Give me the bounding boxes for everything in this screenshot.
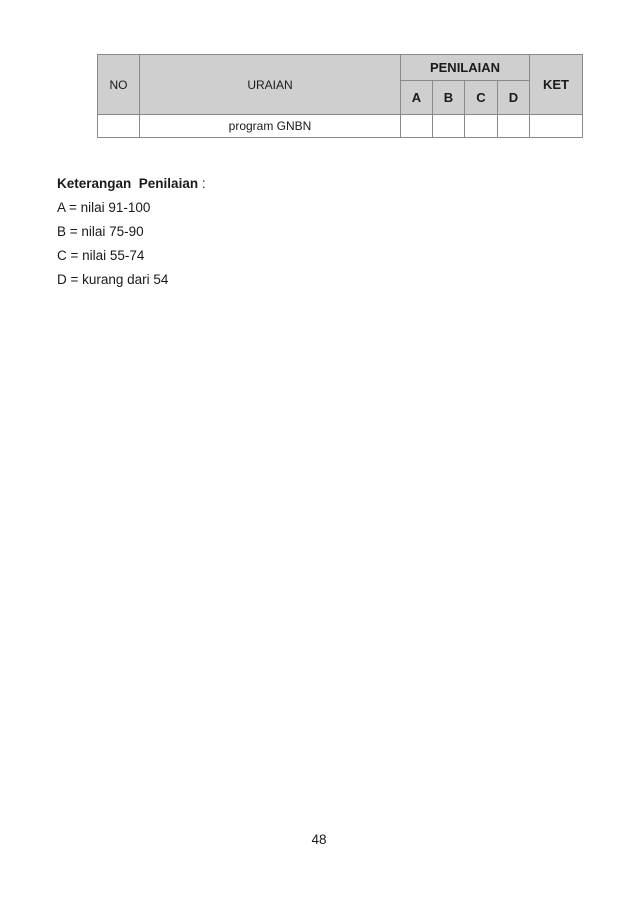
header-grade-b: B xyxy=(433,81,465,115)
legend-item-d: D = kurang dari 54 xyxy=(57,272,169,287)
cell-grade-c xyxy=(465,115,498,138)
header-no: NO xyxy=(98,55,140,115)
table-header-row xyxy=(98,55,583,81)
header-grade-a: A xyxy=(401,81,433,115)
header-penilaian: PENILAIAN xyxy=(401,55,530,81)
cell-grade-b xyxy=(433,115,465,138)
legend-item-a: A = nilai 91-100 xyxy=(57,200,151,215)
legend-title-colon: : xyxy=(198,176,206,191)
cell-ket xyxy=(530,115,583,138)
header-ket: KET xyxy=(530,55,583,115)
cell-uraian: program GNBN xyxy=(140,115,401,138)
header-grade-c: C xyxy=(465,81,498,115)
table-row xyxy=(98,115,583,138)
cell-grade-d xyxy=(498,115,530,138)
legend-title-word2: Penilaian xyxy=(138,176,199,191)
legend-title-word1: Keterangan xyxy=(57,176,132,191)
header-uraian: URAIAN xyxy=(140,55,401,115)
assessment-table xyxy=(97,54,583,138)
cell-grade-a xyxy=(401,115,433,138)
legend-item-b: B = nilai 75-90 xyxy=(57,224,144,239)
header-grade-d: D xyxy=(498,81,530,115)
page-number: 48 xyxy=(311,832,327,847)
legend-item-c: C = nilai 55-74 xyxy=(57,248,145,263)
legend-title xyxy=(57,172,206,196)
cell-no xyxy=(98,115,140,138)
legend xyxy=(57,172,206,292)
